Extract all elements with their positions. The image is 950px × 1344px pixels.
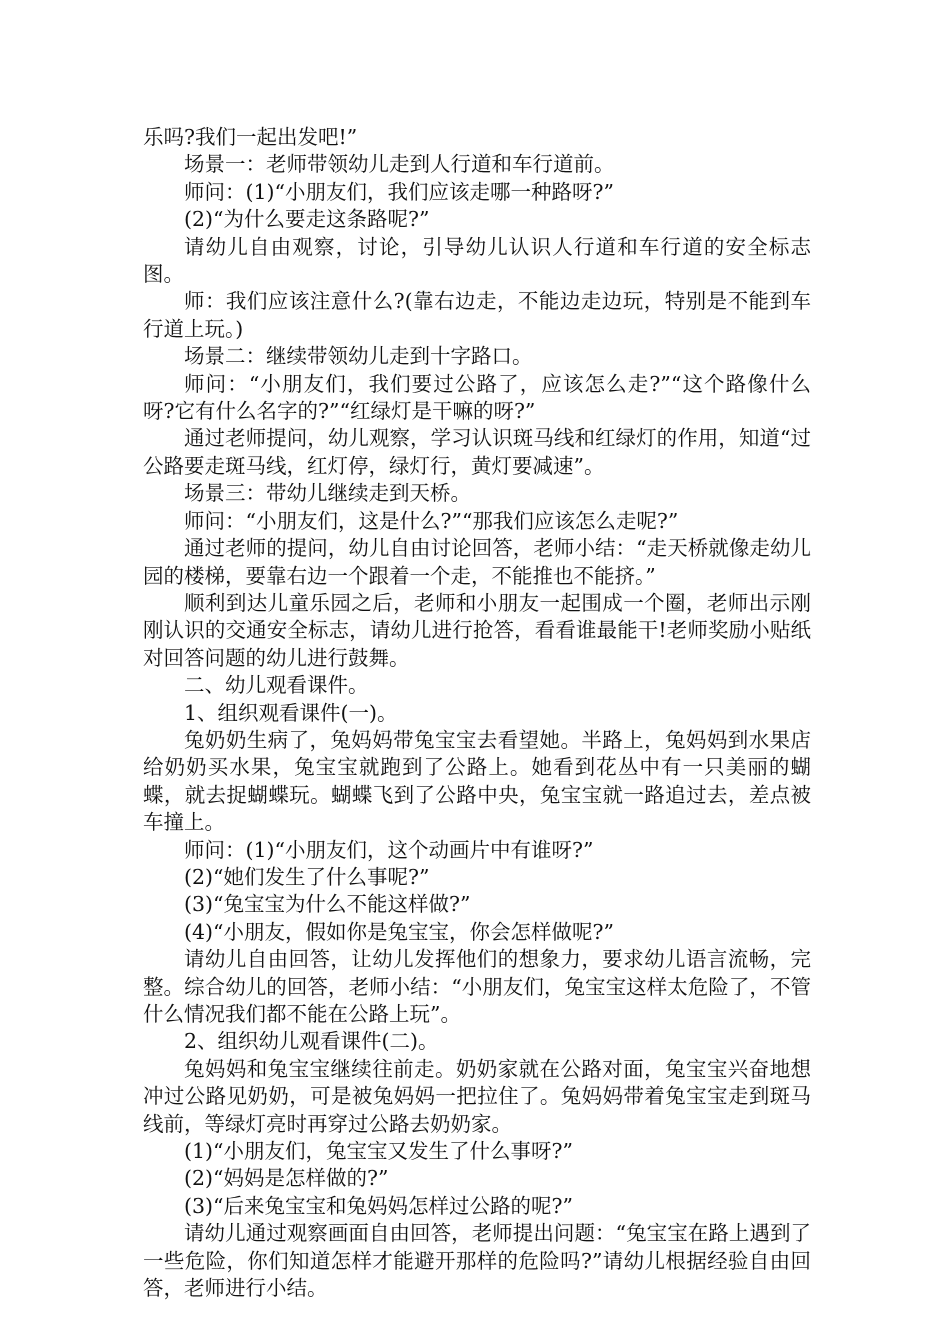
paragraph: 请幼儿自由观察，讨论，引导幼儿认识人行道和车行道的安全标志图。 [143, 234, 811, 287]
paragraph: 通过老师提问，幼儿观察，学习认识斑马线和红绿灯的作用，知道“过公路要走斑马线，红灯停，绿灯行，黄灯要减速”。 [143, 426, 811, 478]
paragraph: (2)“为什么要走这条路呢?” [184, 207, 430, 232]
paragraph: 请幼儿通过观察画面自由回答，老师提出问题：“兔宝宝在路上遇到了一些危险，你们知道怎样才能避开那样的危险吗?”请幼儿根据经验自由回答，老师进行小结。 [143, 1221, 811, 1301]
paragraph: 通过老师的提问，幼儿自由讨论回答，老师小结：“走天桥就像走幼儿园的楼梯，要靠右边一个跟着一个走，不能推也不能挤。” [143, 536, 811, 588]
paragraph: 场景三：带幼儿继续走到天桥。 [184, 481, 471, 506]
paragraph: 兔妈妈和兔宝宝继续往前走。奶奶家就在公路对面，兔宝宝兴奋地想冲过公路见奶奶，可是被兔妈妈一把拉住了。兔妈妈带着兔宝宝走到斑马线前，等绿灯亮时再穿过公路去奶奶家。 [143, 1056, 811, 1136]
paragraph: 请幼儿自由回答，让幼儿发挥他们的想象力，要求幼儿语言流畅，完整。综合幼儿的回答，老师小结：“小朋友们，兔宝宝这样太危险了，不管什么情况我们都不能在公路上玩”。 [143, 947, 811, 1026]
paragraph: 师问：(1)“小朋友们，这个动画片中有谁呀?” [184, 837, 594, 862]
paragraph: (2)“妈妈是怎样做的?” [184, 1166, 389, 1191]
paragraph: (3)“后来兔宝宝和兔妈妈怎样过公路的呢?” [184, 1193, 573, 1218]
subsection-heading: 2、组织幼儿观看课件(二)。 [184, 1029, 439, 1054]
paragraph: (3)“兔宝宝为什么不能这样做?” [184, 892, 471, 917]
paragraph: 师：我们应该注意什么?(靠右边走，不能边走边玩，特别是不能到车行道上玩。) [143, 289, 811, 341]
subsection-heading: 1、组织观看课件(一)。 [184, 700, 398, 725]
paragraph: 兔奶奶生病了，兔妈妈带兔宝宝去看望她。半路上，兔妈妈到水果店给奶奶买水果，兔宝宝就跑到了公路上。她看到花丛中有一只美丽的蝴蝶，就去捉蝴蝶玩。蝴蝶飞到了公路中央，兔宝宝就一路追过去，差点被车撞上。 [143, 727, 811, 835]
paragraph: (4)“小朋友，假如你是兔宝宝，你会怎样做呢?” [184, 919, 614, 944]
paragraph: 乐吗?我们一起出发吧!” [143, 125, 358, 149]
paragraph: 师问：“小朋友们，这是什么?”“那我们应该怎么走呢?” [184, 508, 679, 533]
document-body [143, 124, 811, 1302]
paragraph: (2)“她们发生了什么事呢?” [184, 864, 430, 889]
paragraph: (1)“小朋友们，兔宝宝又发生了什么事呀?” [184, 1139, 573, 1164]
paragraph: 场景二：继续带领幼儿走到十字路口。 [184, 344, 533, 369]
paragraph: 师问：“小朋友们，我们要过公路了，应该怎么走?”“这个路像什么呀?它有什么名字的?”“红绿灯是干嘛的呀?” [143, 371, 811, 424]
paragraph: 场景一：老师带领幼儿走到人行道和车行道前。 [184, 152, 615, 177]
paragraph: 师问：(1)“小朋友们，我们应该走哪一种路呀?” [184, 179, 614, 204]
section-heading: 二、幼儿观看课件。 [184, 673, 369, 698]
paragraph: 顺利到达儿童乐园之后，老师和小朋友一起围成一个圈，老师出示刚刚认识的交通安全标志，请幼儿进行抢答，看看谁最能干!老师奖励小贴纸对回答问题的幼儿进行鼓舞。 [143, 590, 811, 670]
